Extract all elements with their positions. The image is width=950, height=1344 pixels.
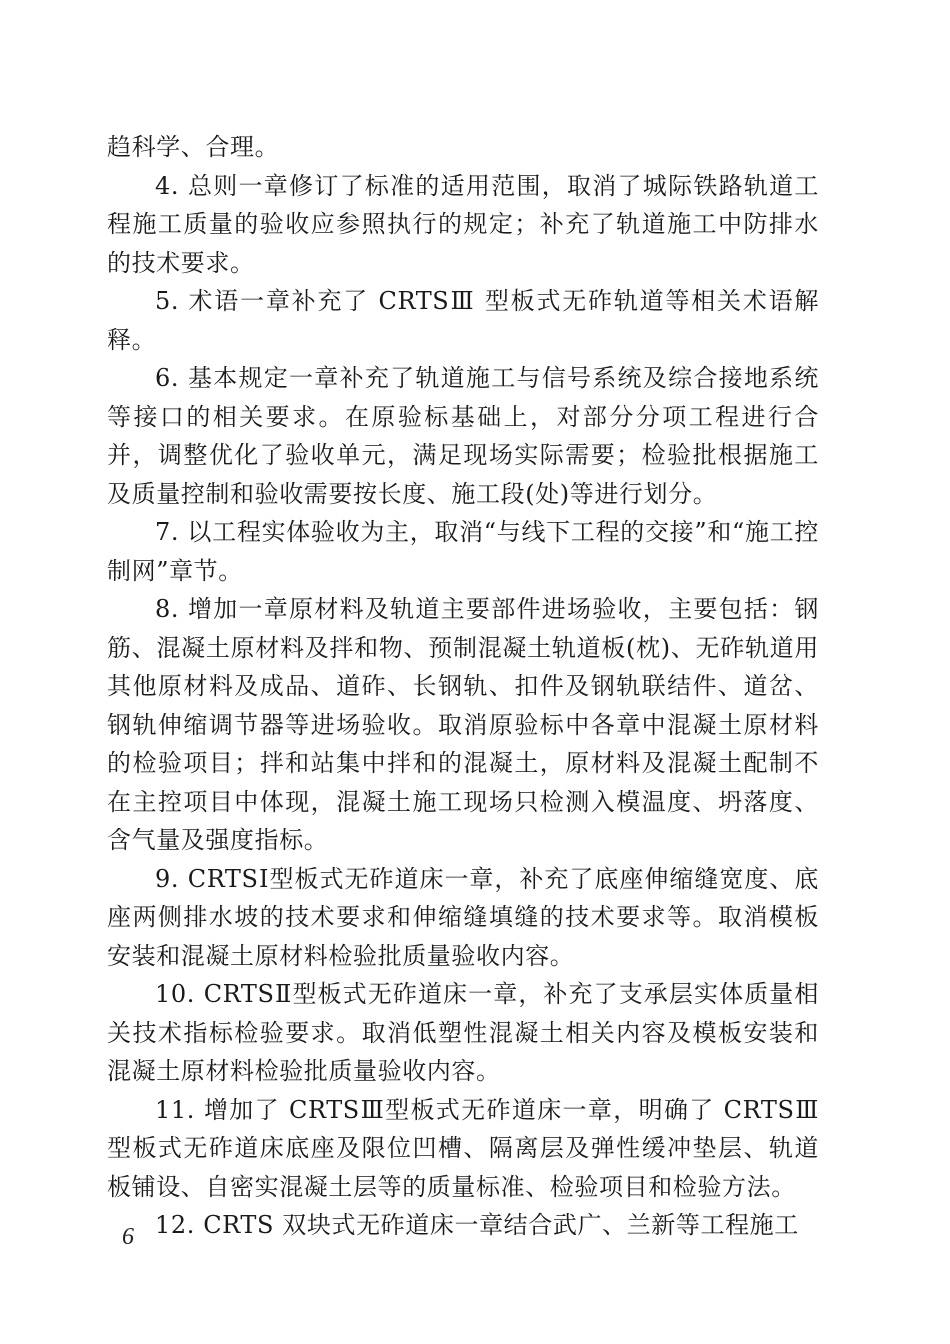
paragraph-item-8: 8. 增加一章原材料及轨道主要部件进场验收，主要包括：钢筋、混凝土原材料及拌和物、预制混凝土轨道板(枕)、无砟轨道用其他原材料及成品、道砟、长钢轨、扣件及钢轨联结件、道岔、钢轨伸缩调节器等进场验收。取消原验标中各章中混凝土原材料的检验项目；拌和站集中拌和的混凝土，原材料及混凝土配制不在主控项目中体现，混凝土施工现场只检测入模温度、坍落度、含气量及强度指标。 bbox=[107, 595, 819, 854]
paragraph-item-4: 4. 总则一章修订了标准的适用范围，取消了城际铁路轨道工程施工质量的验收应参照执行的规定；补充了轨道施工中防排水的技术要求。 bbox=[107, 171, 819, 277]
paragraph-item-7: 7. 以工程实体验收为主，取消“与线下工程的交接”和“施工控制网”章节。 bbox=[107, 518, 819, 585]
paragraph-item-5: 5. 术语一章补充了 CRTSⅢ 型板式无砟轨道等相关术语解释。 bbox=[107, 287, 819, 354]
paragraph-item-11: 11. 增加了 CRTSⅢ型板式无砟道床一章，明确了 CRTSⅢ 型板式无砟道床底座及限位凹槽、隔离层及弹性缓冲垫层、轨道板铺设、自密实混凝土层等的质量标准、检验项目和检验方法。 bbox=[107, 1095, 819, 1201]
paragraph-item-6: 6. 基本规定一章补充了轨道施工与信号系统及综合接地系统等接口的相关要求。在原验标基础上，对部分分项工程进行合并，调整优化了验收单元，满足现场实际需要；检验批根据施工及质量控制和验收需要按长度、施工段(处)等进行划分。 bbox=[107, 364, 819, 508]
paragraph-item-9: 9. CRTSⅠ型板式无砟道床一章，补充了底座伸缩缝宽度、底座两侧排水坡的技术要求和伸缩缝填缝的技术要求等。取消模板安装和混凝土原材料检验批质量验收内容。 bbox=[107, 864, 819, 970]
body-text bbox=[107, 128, 819, 1245]
paragraph-item-12: 12. CRTS 双块式无砟道床一章结合武广、兰新等工程施工 bbox=[155, 1211, 799, 1239]
paragraph-item-10: 10. CRTSⅡ型板式无砟道床一章，补充了支承层实体质量相关技术指标检验要求。取消低塑性混凝土相关内容及模板安装和混凝土原材料检验批质量验收内容。 bbox=[107, 980, 819, 1085]
page-number: 6 bbox=[122, 1224, 134, 1250]
paragraph-continuation: 趋科学、合理。 bbox=[107, 133, 280, 161]
